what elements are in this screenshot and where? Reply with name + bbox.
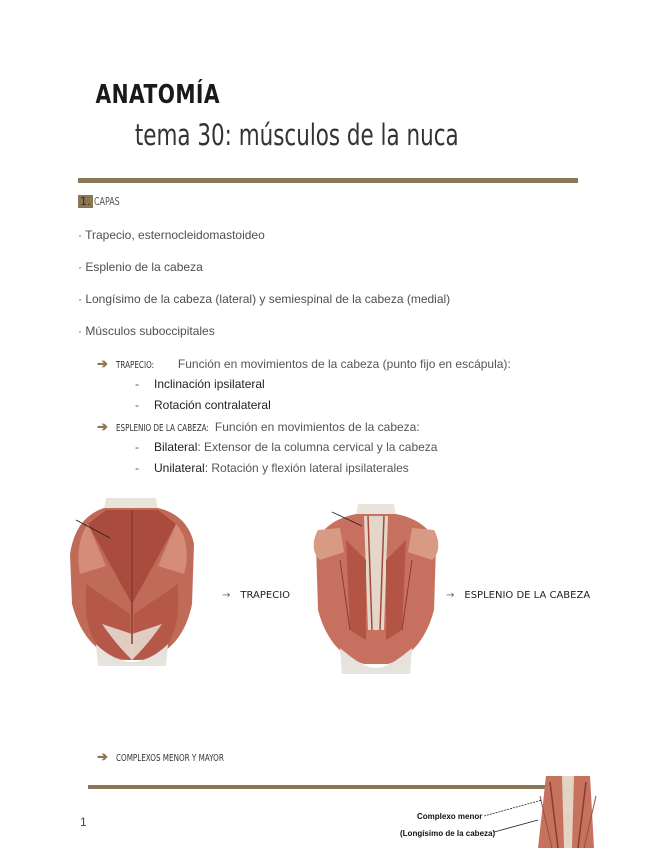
esplenio-label: ESPLENIO DE LA CABEZA: <box>115 423 209 434</box>
arrow-right-icon: ➔ <box>97 356 108 371</box>
figure-label-text: ESPLENIO DE LA CABEZA <box>464 590 591 601</box>
arrow-right-icon: ➔ <box>97 749 108 764</box>
arrow-right-icon: ➔ <box>97 419 108 434</box>
arrow-right-icon: → <box>446 590 455 601</box>
section-label: CAPAS <box>93 195 120 208</box>
list-item: · Trapecio, esternocleidomastoideo <box>78 228 265 242</box>
esplenio-illustration <box>310 500 442 674</box>
complexo-menor-label: Complexo menor <box>417 812 483 821</box>
list-item: - Unilateral: Rotación y flexión lateral ipsilaterales <box>135 461 409 475</box>
footer-divider <box>88 785 548 789</box>
esplenio-term: Unilateral <box>154 461 205 475</box>
document-subtitle: tema 30: músculos de la nuca <box>134 118 459 152</box>
figure-label-esplenio <box>446 590 590 601</box>
trapecio-label: TRAPECIO: <box>115 360 154 371</box>
esplenio-text: Función en movimientos de la cabeza: <box>214 420 420 434</box>
list-item: · Esplenio de la cabeza <box>78 260 203 274</box>
document-title: ANATOMÍA <box>95 80 220 110</box>
list-item: - Rotación contralateral <box>135 398 271 412</box>
complexos-heading <box>97 749 266 765</box>
esplenio-term: Bilateral <box>154 440 198 454</box>
list-item: - Inclinación ipsilateral <box>135 377 265 391</box>
figure-label-text: TRAPECIO <box>240 590 291 601</box>
trapecio-text: Función en movimientos de la cabeza (punto fijo en escápula): <box>177 357 511 371</box>
arrow-right-icon: → <box>222 590 231 601</box>
trapecio-illustration <box>66 494 198 666</box>
section-number: 1. <box>80 195 91 208</box>
header-divider <box>78 178 578 183</box>
page-number: 1 <box>80 815 87 829</box>
complexo-menor-sublabel: (Longísimo de la cabeza) <box>400 829 496 838</box>
section-heading <box>78 195 129 208</box>
trapecio-item: Rotación contralateral <box>154 398 271 412</box>
list-item: · Músculos suboccipitales <box>78 324 215 338</box>
figure-label-trapecio <box>222 590 290 601</box>
leader-line <box>484 798 544 818</box>
esplenio-desc: : Extensor de la columna cervical y la cabeza <box>197 440 438 454</box>
list-item: - Bilateral: Extensor de la columna cervical y la cabeza <box>135 440 438 454</box>
leader-line <box>494 818 540 834</box>
trapecio-item: Inclinación ipsilateral <box>154 377 265 391</box>
trapecio-heading <box>97 356 511 372</box>
list-item: · Longísimo de la cabeza (lateral) y semiespinal de la cabeza (medial) <box>78 292 451 306</box>
complexos-label: COMPLEXOS MENOR Y MAYOR <box>115 753 224 764</box>
esplenio-heading <box>97 419 420 435</box>
esplenio-desc: : Rotación y flexión lateral ipsilaterales <box>204 461 409 475</box>
